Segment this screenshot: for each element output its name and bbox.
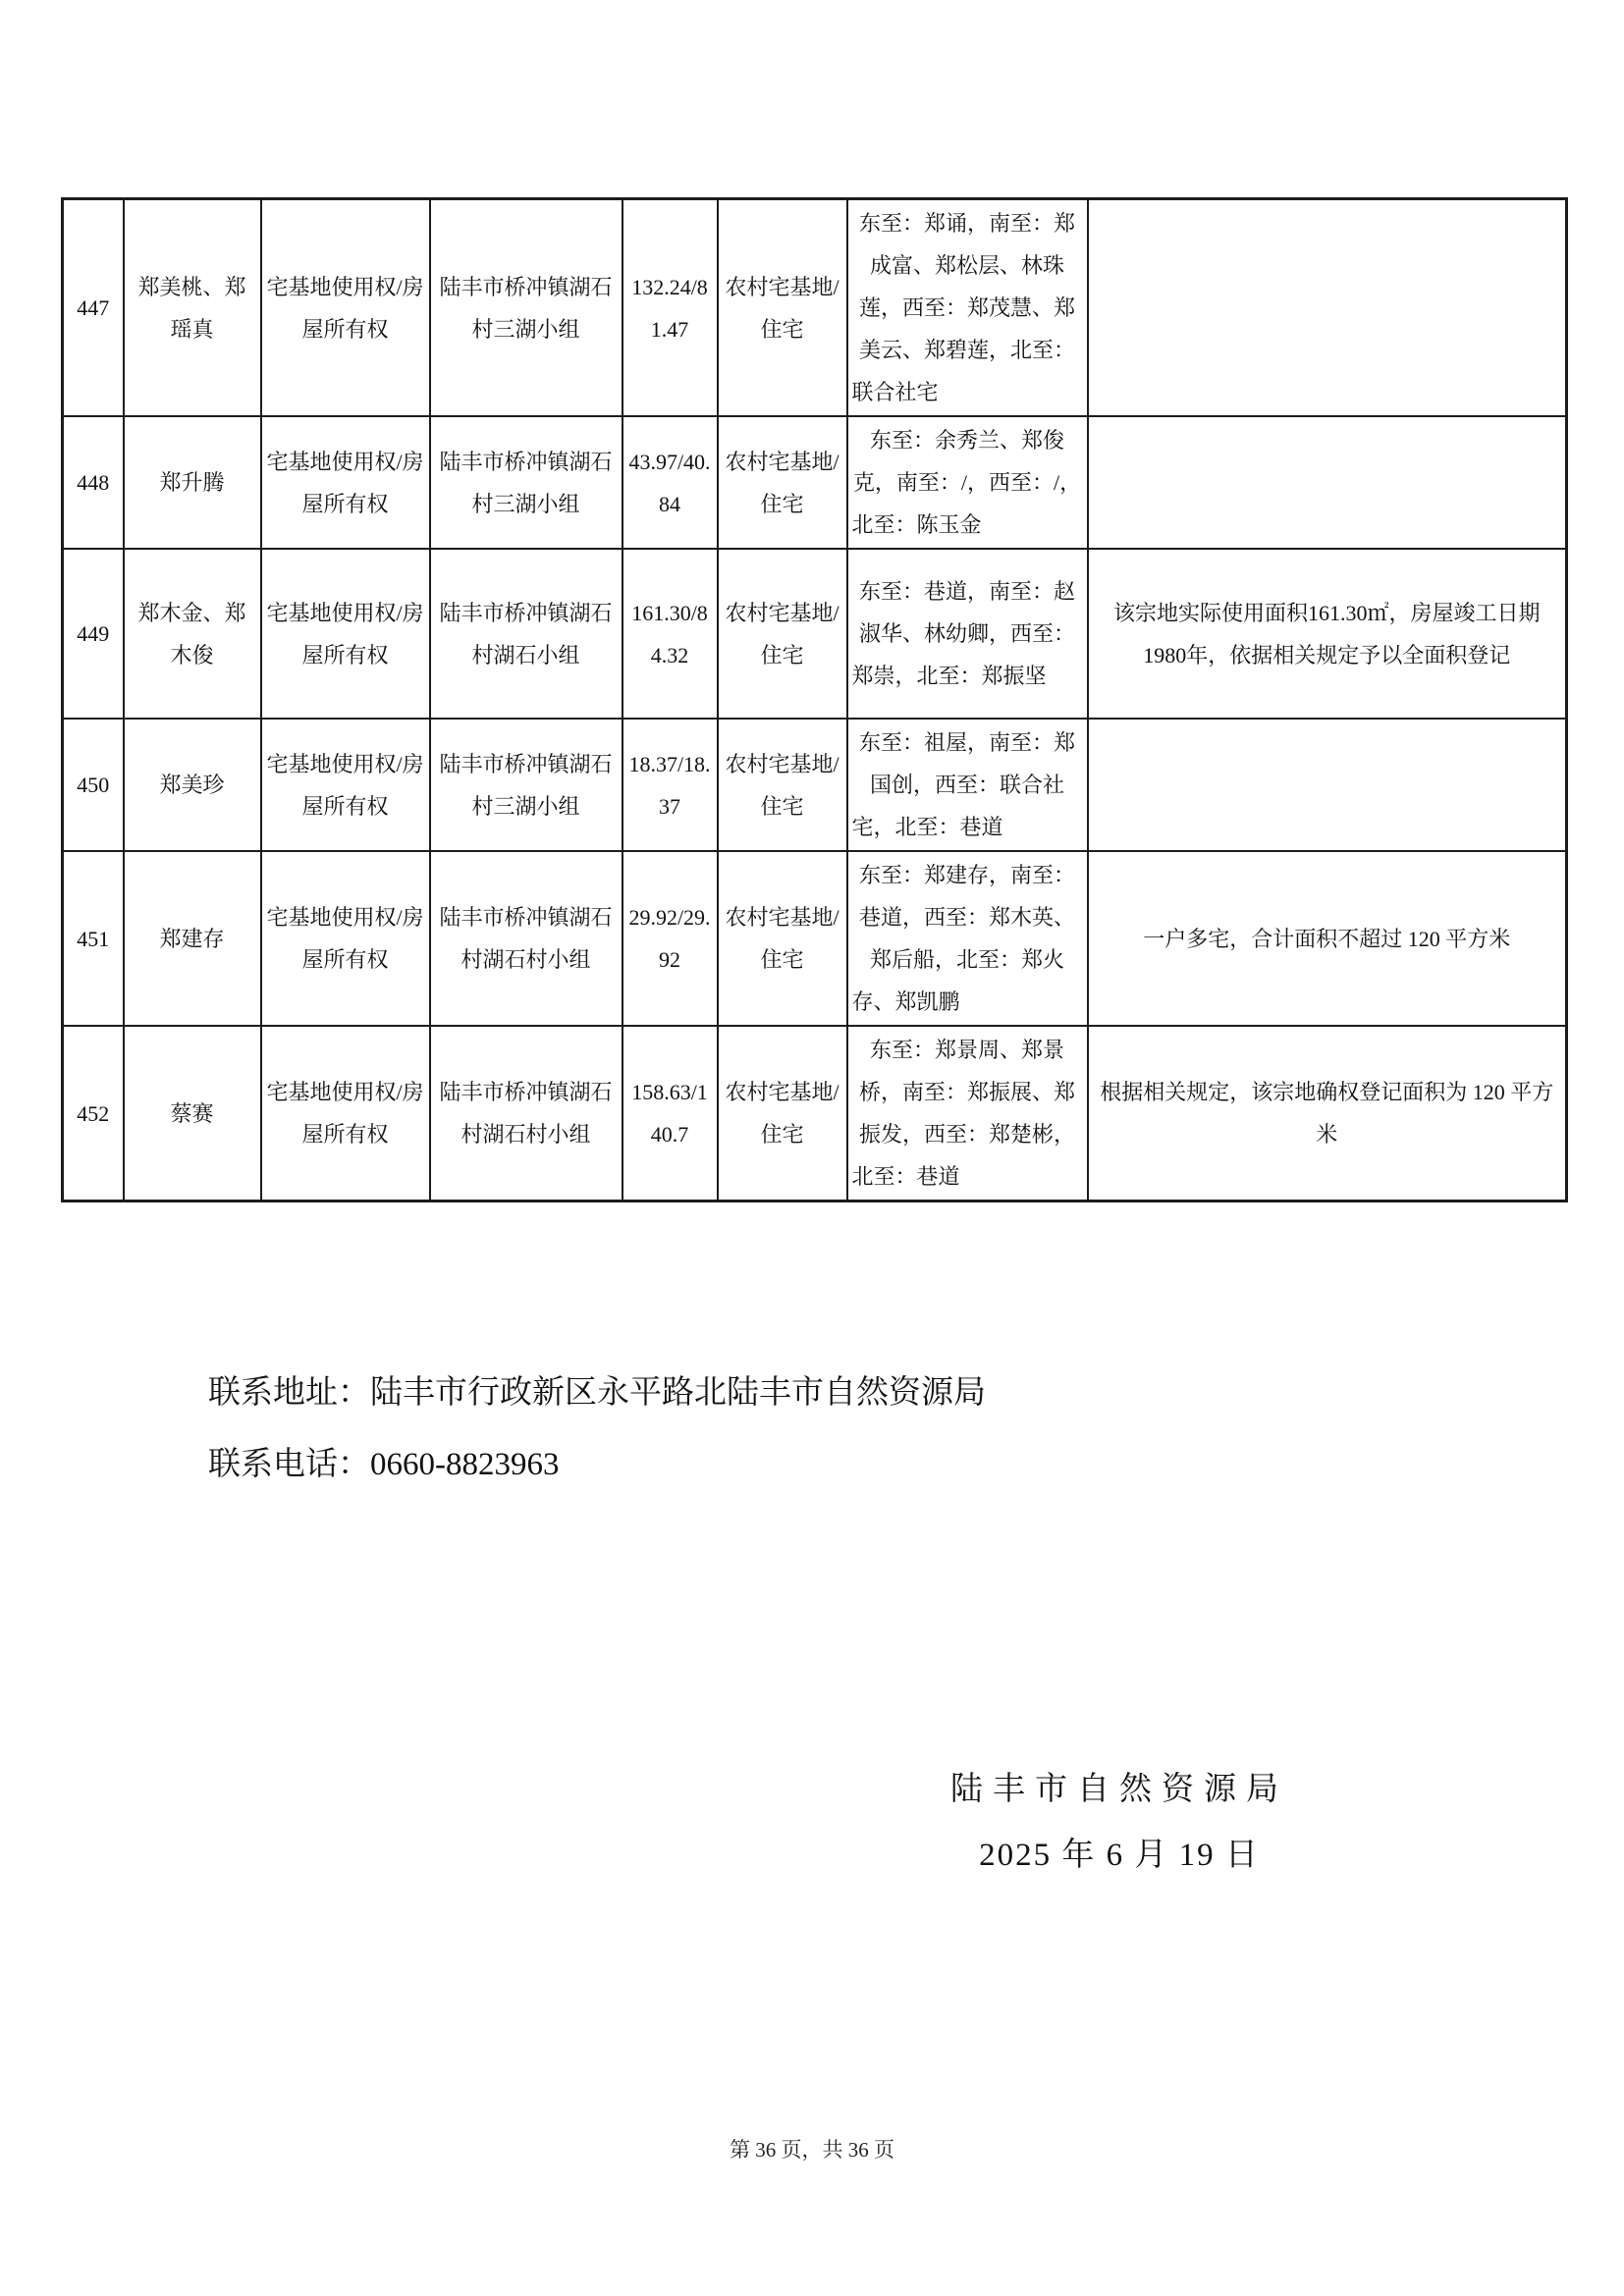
- location-cell: 陆丰市桥冲镇湖石村湖石村小组: [430, 1026, 623, 1201]
- note-cell: 一户多宅，合计面积不超过 120 平方米: [1088, 851, 1567, 1026]
- location-cell: 陆丰市桥冲镇湖石村湖石村小组: [430, 851, 623, 1026]
- signature-block: [844, 1757, 1394, 1889]
- serial-cell: 449: [63, 549, 124, 719]
- area-cell: 158.63/140.7: [623, 1026, 718, 1201]
- page-footer: 第 36 页，共 36 页: [730, 2138, 894, 2162]
- contact-block: [208, 1358, 986, 1501]
- boundary-cell: 东至：郑建存，南至：巷道，西至：郑木英、郑后船，北至：郑火存、郑凯鹏: [847, 851, 1088, 1026]
- area-cell: 18.37/18.37: [623, 719, 718, 851]
- contact-phone: 联系电话：0660-8823963: [208, 1447, 560, 1482]
- usage-cell: 农村宅基地/住宅: [718, 199, 847, 417]
- serial-cell: 452: [63, 1026, 124, 1201]
- right-type-cell: 宅基地使用权/房屋所有权: [261, 549, 430, 719]
- serial-cell: 450: [63, 719, 124, 851]
- right-type-cell: 宅基地使用权/房屋所有权: [261, 851, 430, 1026]
- usage-cell: 农村宅基地/住宅: [718, 719, 847, 851]
- usage-cell: 农村宅基地/住宅: [718, 1026, 847, 1201]
- owner-cell: 蔡赛: [124, 1026, 261, 1201]
- issuing-organization: 陆丰市自然资源局: [950, 1772, 1288, 1807]
- owner-cell: 郑升腾: [124, 416, 261, 549]
- table-row: [63, 549, 1567, 719]
- location-cell: 陆丰市桥冲镇湖石村三湖小组: [430, 416, 623, 549]
- owner-cell: 郑建存: [124, 851, 261, 1026]
- serial-cell: 451: [63, 851, 124, 1026]
- issue-date: 2025 年 6 月 19 日: [979, 1838, 1260, 1873]
- right-type-cell: 宅基地使用权/房屋所有权: [261, 1026, 430, 1201]
- location-cell: 陆丰市桥冲镇湖石村三湖小组: [430, 199, 623, 417]
- contact-address: 联系地址：陆丰市行政新区永平路北陆丰市自然资源局: [208, 1375, 986, 1411]
- land-registration-table: [61, 197, 1568, 1202]
- table-row: [63, 1026, 1567, 1201]
- table-row: [63, 719, 1567, 851]
- location-cell: 陆丰市桥冲镇湖石村湖石小组: [430, 549, 623, 719]
- right-type-cell: 宅基地使用权/房屋所有权: [261, 416, 430, 549]
- table-row: [63, 199, 1567, 417]
- serial-cell: 448: [63, 416, 124, 549]
- owner-cell: 郑美珍: [124, 719, 261, 851]
- table-row: [63, 416, 1567, 549]
- boundary-cell: 东至：郑诵，南至：郑成富、郑松层、林珠莲，西至：郑茂慧、郑美云、郑碧莲，北至：联合社宅: [847, 199, 1088, 417]
- right-type-cell: 宅基地使用权/房屋所有权: [261, 719, 430, 851]
- table-row: [63, 851, 1567, 1026]
- owner-cell: 郑木金、郑木俊: [124, 549, 261, 719]
- location-cell: 陆丰市桥冲镇湖石村三湖小组: [430, 719, 623, 851]
- note-cell: 根据相关规定，该宗地确权登记面积为 120 平方米: [1088, 1026, 1567, 1201]
- area-cell: 161.30/84.32: [623, 549, 718, 719]
- boundary-cell: 东至：余秀兰、郑俊克，南至：/，西至：/，北至：陈玉金: [847, 416, 1088, 549]
- usage-cell: 农村宅基地/住宅: [718, 416, 847, 549]
- area-cell: 43.97/40.84: [623, 416, 718, 549]
- area-cell: 132.24/81.47: [623, 199, 718, 417]
- area-cell: 29.92/29.92: [623, 851, 718, 1026]
- owner-cell: 郑美桃、郑瑶真: [124, 199, 261, 417]
- boundary-cell: 东至：祖屋，南至：郑国创，西至：联合社宅，北至：巷道: [847, 719, 1088, 851]
- note-cell: [1088, 199, 1567, 417]
- usage-cell: 农村宅基地/住宅: [718, 851, 847, 1026]
- boundary-cell: 东至：郑景周、郑景桥，南至：郑振展、郑振发，西至：郑楚彬，北至：巷道: [847, 1026, 1088, 1201]
- serial-cell: 447: [63, 199, 124, 417]
- right-type-cell: 宅基地使用权/房屋所有权: [261, 199, 430, 417]
- usage-cell: 农村宅基地/住宅: [718, 549, 847, 719]
- boundary-cell: 东至：巷道，南至：赵淑华、林幼卿，西至：郑崇，北至：郑振坚: [847, 549, 1088, 719]
- note-cell: 该宗地实际使用面积161.30㎡，房屋竣工日期1980年，依据相关规定予以全面积登记: [1088, 549, 1567, 719]
- note-cell: [1088, 416, 1567, 549]
- note-cell: [1088, 719, 1567, 851]
